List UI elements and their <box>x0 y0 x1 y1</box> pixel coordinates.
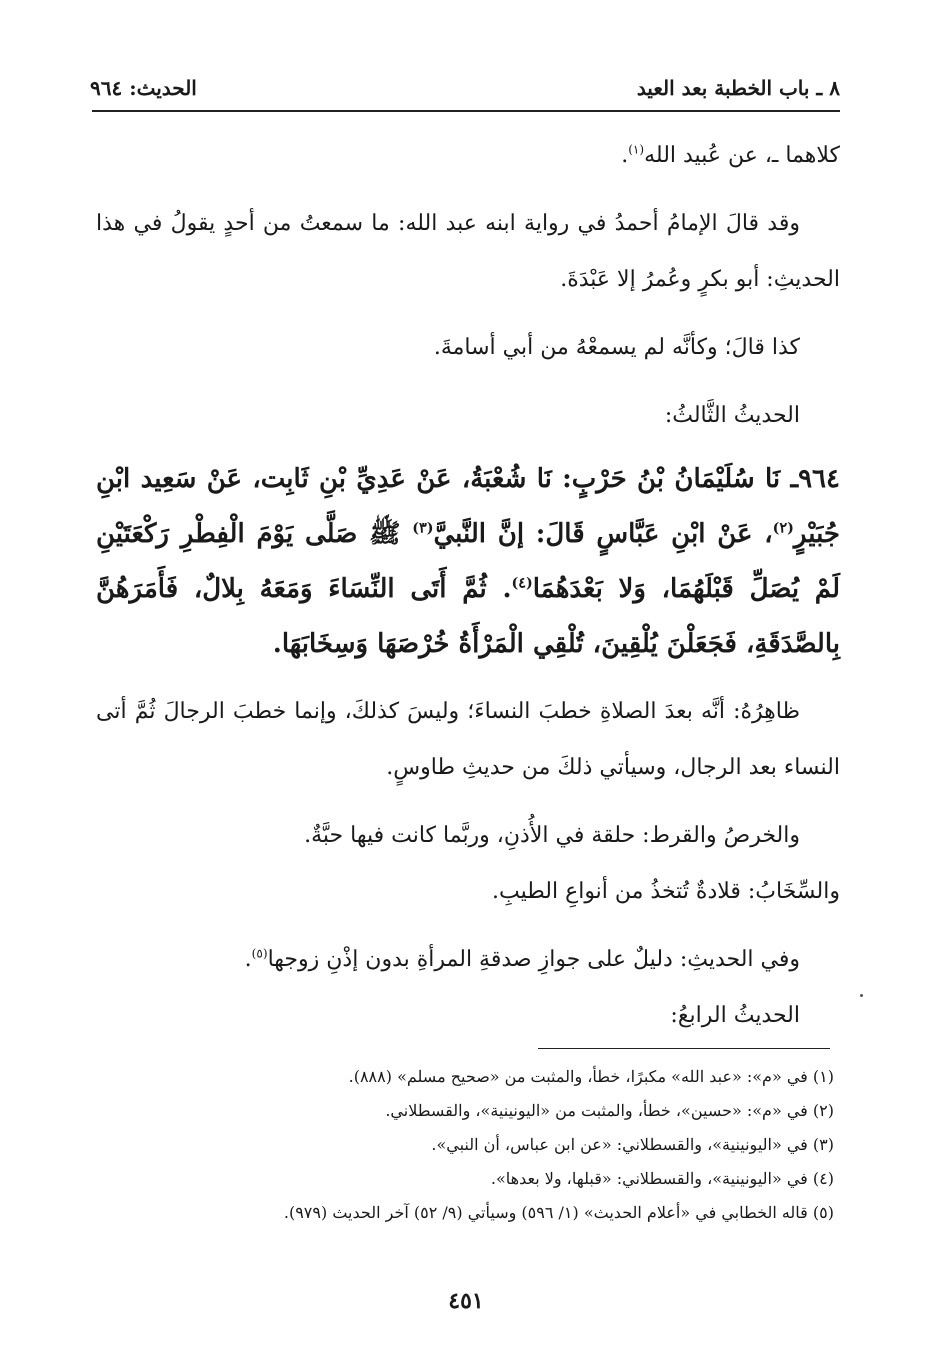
chapter-title: ٨ ـ باب الخطبة بعد العيد <box>636 76 840 100</box>
header-rule <box>92 110 840 112</box>
footnote-2: (٢) في «م»: «حسين»، خطأ، والمثبت من «اليونينية»، والقسطلاني. <box>385 1101 834 1120</box>
page-number: ٤٥١ <box>448 1288 484 1314</box>
footnotes <box>96 1060 834 1230</box>
paragraph-kadha: كذا قالَ؛ وكأنَّه لم يسمعْهُ من أبي أسامةَ. <box>433 335 800 360</box>
footnote-5: (٥) قاله الخطابي في «أعلام الحديث» (١/ ٥٩٦) وسيأتي (٩/ ٥٢) آخر الحديث (٩٧٩). <box>283 1203 834 1222</box>
margin-dot <box>860 994 863 997</box>
footnote-ref-1: (١) <box>628 142 645 157</box>
commentary-ruling: وفي الحديثِ: دليلٌ على جوازِ صدقةِ المرأةِ بدون إذْنِ زوجها$^{(٥)}$. <box>244 946 800 972</box>
hadith-text: ٩٦٤ـ نَا سُلَيْمَانُ بْنُ حَرْبٍ: نَا شُعْبَةُ، عَنْ عَدِيِّ بْنِ ثَابِت، عَنْ سَعِيد ابْنِ جُبَيْرٍ$^{(٢)}$، عَنْ ابْنِ عَبَّاسٍ قَالَ: إنَّ النَّبيَّ$^{(٣)}$ ﷺ صَلَّى يَوْمَ الْفِطْرِ رَكْعَتَيْنِ لَمْ يُصَلِّ قَبْلَهُمَا، وَلا بَعْدَهُمَا$^{(٤)}$. ثُمَّ أَتَى النِّسَاءَ وَمَعَهُ بِلالٌ، فَأَمَرَهُنَّ بِالصَّدَقَةِ، فَجَعَلْنَ يُلْقِينَ، تُلْقِي الْمَرْأَةُ خُرْصَهَا وَسِخَابَهَا. <box>96 464 841 659</box>
footnote-ref-2: (٢) <box>772 520 794 537</box>
main-text <box>96 128 840 1044</box>
footnote-ref-3: (٣) <box>412 520 434 537</box>
paragraph-intro: كلاهما ـ، عن عُبيد الله$^{(١)}$. <box>621 142 840 168</box>
commentary-apparent: ظاهِرُهُ: أنَّه بعدَ الصلاةِ خطبَ النساءَ؛ وليسَ كذلكَ، وإنما خطبَ الرجالَ ثُمَّ أتى النساء بعد الرجال، وسيأتي ذلكَ من حديثِ طاوسٍ. <box>96 699 840 780</box>
footnote-3: (٣) في «اليونينية»، والقسطلاني: «عن ابن عباس، أن النبي». <box>431 1135 834 1154</box>
footnote-1: (١) في «م»: «عبد الله» مكبرًا، خطأ، والمثبت من «صحيح مسلم» (٨٨٨). <box>348 1067 834 1086</box>
heading-third-hadith: الحديثُ الثَّالثُ: <box>664 403 800 428</box>
hadith-reference: الحديث: ٩٦٤ <box>90 76 197 100</box>
footnote-ref-4: (٤) <box>511 575 533 592</box>
commentary-sikhab: والسِّخَابُ: قلادةٌ تُتخذُ من أنواعِ الطيبِ. <box>491 879 840 904</box>
footnote-rule <box>538 1048 830 1049</box>
footnote-ref-5: (٥) <box>251 946 268 961</box>
commentary-khurs: والخرصُ والقرط: حلقة في الأُذنِ، وربَّما كانت فيها حبَّةٌ. <box>304 823 800 848</box>
footnote-4: (٤) في «اليونينية»، والقسطلاني: «قبلها، ولا بعدها». <box>490 1169 834 1188</box>
page-header <box>90 74 840 102</box>
heading-fourth-hadith: الحديثُ الرابعُ: <box>670 1003 800 1028</box>
paragraph-ahmad: وقد قالَ الإمامُ أحمدُ في رواية ابنه عبد الله: ما سمعتُ من أحدٍ يقولُ في هذا الحديثِ: أبو بكرٍ وعُمرُ إلا عَبْدَةَ. <box>96 211 840 292</box>
